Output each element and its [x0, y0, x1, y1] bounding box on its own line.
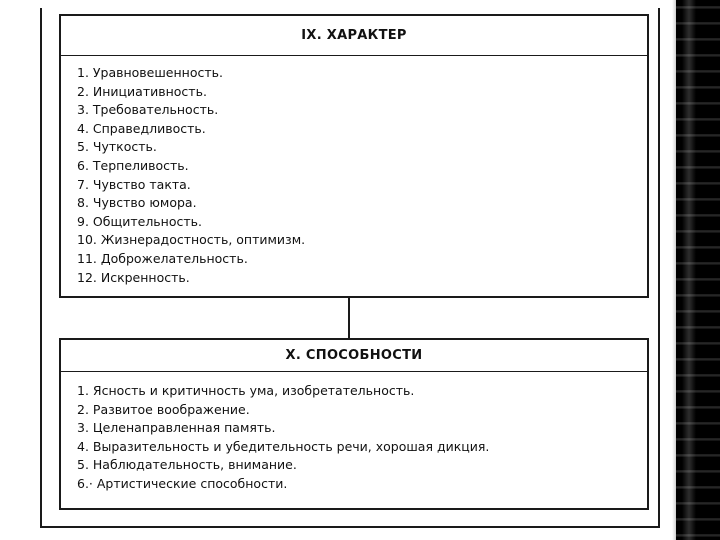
section-title-character: IX. ХАРАКТЕР — [61, 16, 647, 56]
list-item: 5. Наблюдательность, внимание. — [77, 457, 297, 473]
connector-line — [348, 298, 350, 338]
list-item: 12. Искренность. — [77, 269, 190, 285]
decorative-sheen — [682, 0, 696, 540]
page-frame-right — [658, 8, 660, 528]
list-item: 2. Инициативность. — [77, 83, 207, 99]
list-item: 3. Требовательность. — [77, 102, 219, 118]
page-frame-left — [40, 8, 42, 528]
list-item: 11. Доброжелательность. — [77, 250, 248, 266]
character-list — [61, 56, 647, 287]
section-abilities — [59, 338, 649, 510]
list-item: 6. Терпеливость. — [77, 157, 189, 173]
list-item: 3. Целенаправленная память. — [77, 420, 276, 436]
page-frame-bottom — [40, 526, 660, 528]
list-item: 7. Чувство такта. — [77, 176, 191, 192]
section-title-abilities: X. СПОСОБНОСТИ — [61, 340, 647, 372]
list-item: 6.· Артистические способности. — [77, 475, 288, 491]
abilities-list — [61, 372, 647, 494]
list-item: 1. Уравновешенность. — [77, 65, 223, 80]
list-item: 8. Чувство юмора. — [77, 195, 197, 211]
list-item: 4. Выразительность и убедительность речи, хорошая дикция. — [77, 438, 490, 454]
list-item: 4. Справедливость. — [77, 120, 206, 136]
list-item: 2. Развитое воображение. — [77, 401, 250, 417]
section-character — [59, 14, 649, 298]
list-item: 9. Общительность. — [77, 213, 202, 229]
list-item: 1. Ясность и критичность ума, изобретательность. — [77, 383, 415, 398]
list-item: 5. Чуткость. — [77, 139, 157, 155]
list-item: 10. Жизнерадостность, оптимизм. — [77, 232, 306, 248]
